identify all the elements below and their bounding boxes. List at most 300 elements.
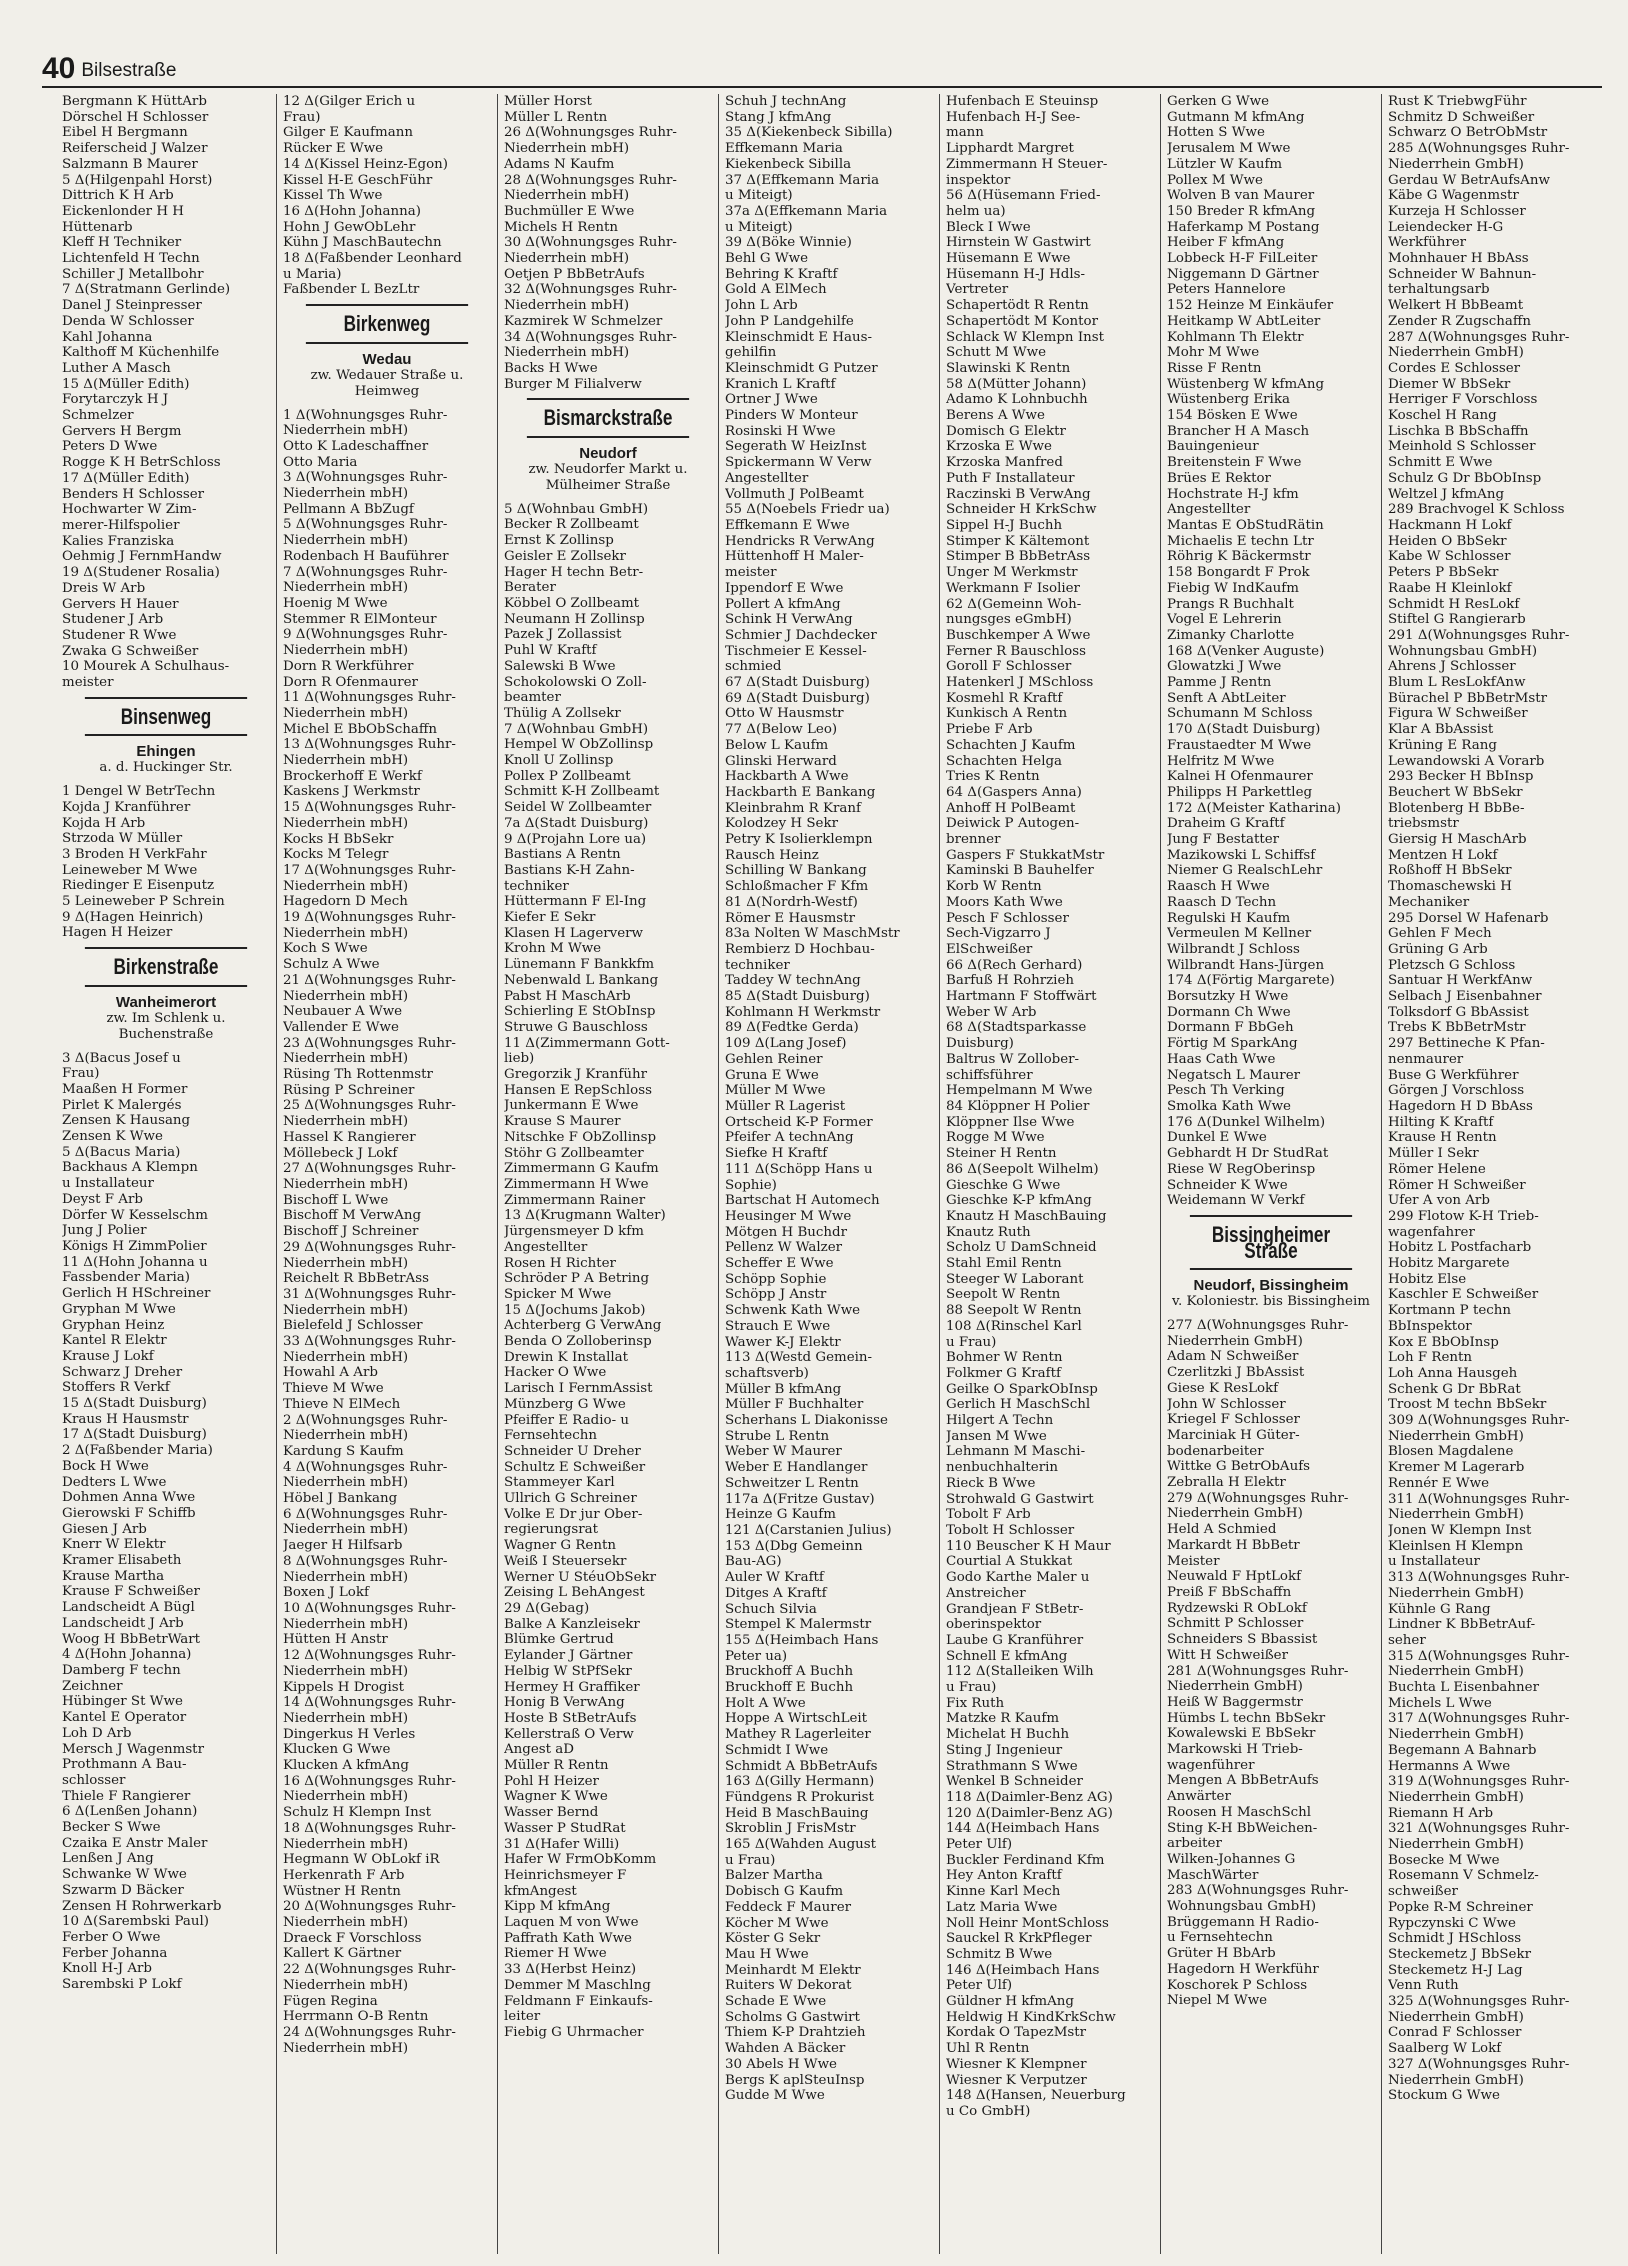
resident-entry: Schachten J Kaufm: [946, 737, 1076, 753]
resident-entry: Steeger W Laborant: [946, 1271, 1084, 1287]
resident-entry: 17 Δ(Stadt Duisburg): [62, 1427, 207, 1443]
resident-entry: 5 Leineweber P Schrein: [62, 894, 225, 910]
resident-entry: Pollert A kfmAng: [725, 596, 841, 612]
resident-entry: Kohlmann Th Elektr: [1167, 329, 1304, 345]
resident-entry: Tolksdorf G BbAssist: [1388, 1004, 1529, 1020]
resident-entry: helm ua): [946, 203, 1006, 219]
resident-entry: Pirlet K Malergés: [62, 1097, 182, 1113]
resident-entry: 311 Δ(Wohnungsges Ruhr-: [1388, 1491, 1570, 1507]
resident-entry: Schmidt J HSchloss: [1388, 1931, 1522, 1947]
resident-entry: Saalberg W Lokf: [1388, 2041, 1502, 2057]
resident-entry: Krzoska Manfred: [946, 455, 1063, 471]
resident-entry: Kocks M Telegr: [283, 847, 389, 863]
resident-entry: Niederrhein mbH): [283, 753, 409, 769]
resident-entry: Hagedorn D Mech: [283, 894, 408, 910]
resident-entry: Honig B VerwAng: [504, 1695, 625, 1711]
resident-entry: Held A Schmied: [1167, 1522, 1277, 1538]
resident-entry: Niederrhein mbH): [504, 251, 630, 267]
resident-entry: Krohn M Wwe: [504, 941, 602, 957]
resident-entry: Stoffers R Verkf: [62, 1380, 170, 1396]
directory-columns: [42, 94, 1602, 2254]
resident-entry: Münzberg G Wwe: [504, 1396, 626, 1412]
resident-entry: Oetjen P BbBetrAufs: [504, 266, 645, 282]
resident-entry: Rydzewski R ObLokf: [1167, 1600, 1307, 1616]
resident-entry: Feddeck F Maurer: [725, 1899, 852, 1915]
resident-entry: 317 Δ(Wohnungsges Ruhr-: [1388, 1711, 1570, 1727]
resident-entry: Effkemann Maria: [725, 141, 843, 157]
resident-entry: 121 Δ(Carstanien Julius): [725, 1522, 892, 1538]
resident-entry: Grandjean F StBetr-: [946, 1601, 1084, 1617]
resident-entry: Kabe W Schlosser: [1388, 549, 1511, 565]
street-district: Neudorf, Bissingheim: [1193, 1277, 1349, 1295]
resident-entry: Herrmann O-B Rentn: [283, 2009, 429, 2025]
resident-entry: 23 Δ(Wohnungsges Ruhr-: [283, 1035, 456, 1051]
resident-entry: Stempel K Malermstr: [725, 1617, 872, 1633]
resident-entry: Haas Cath Wwe: [1167, 1051, 1276, 1067]
resident-entry: Giersig H MaschArb: [1388, 832, 1527, 848]
resident-entry: Ditges A Kraftf: [725, 1585, 827, 1601]
resident-entry: Landscheidt J Arb: [62, 1615, 184, 1631]
resident-entry: Gutmann M kfmAng: [1167, 109, 1305, 125]
resident-entry: Adam N Schweißer: [1167, 1349, 1299, 1365]
resident-entry: 120 Δ(Daimler-Benz AG): [946, 1805, 1113, 1821]
resident-entry: terhaltungsarb: [1388, 282, 1490, 298]
resident-entry: Sting K-H BbWeichen-: [1167, 1820, 1318, 1836]
resident-entry: 155 Δ(Heimbach Hans: [725, 1632, 879, 1648]
resident-entry: Hermanns A Wwe: [1388, 1758, 1511, 1774]
resident-entry: Korb W Rentn: [946, 879, 1042, 895]
resident-entry: seher: [1388, 1632, 1426, 1648]
resident-entry: Kippels H Drogist: [283, 1679, 405, 1695]
resident-entry: 37a Δ(Effkemann Maria: [725, 203, 888, 219]
resident-entry: 30 Δ(Wohnungsges Ruhr-: [504, 235, 677, 251]
resident-entry: Rücker E Wwe: [283, 141, 384, 157]
resident-entry: Santuar H WerkfAnw: [1388, 973, 1533, 989]
resident-entry: Niederrhein GmbH): [1388, 1727, 1524, 1743]
resident-entry: Wilbrandt J Schloss: [1167, 941, 1300, 957]
resident-entry: Drewin K Installat: [504, 1349, 629, 1365]
resident-entry: Mötgen H Buchdr: [725, 1224, 848, 1240]
resident-entry: Niederrhein mbH): [283, 423, 409, 439]
resident-entry: meister: [62, 675, 114, 691]
resident-entry: Vertreter: [946, 282, 1009, 298]
resident-entry: 34 Δ(Wohnungsges Ruhr-: [504, 329, 677, 345]
resident-entry: Dohmen Anna Wwe: [62, 1490, 196, 1506]
resident-entry: schweißer: [1388, 1884, 1458, 1900]
resident-entry: 283 Δ(Wohnungsges Ruhr-: [1167, 1883, 1349, 1899]
resident-entry: Schumann M Schloss: [1167, 706, 1313, 722]
resident-entry: 13 Δ(Wohnungsges Ruhr-: [283, 737, 456, 753]
resident-entry: 15 Δ(Jochums Jakob): [504, 1302, 646, 1318]
resident-entry: Studener J Arb: [62, 612, 164, 628]
resident-entry: Stöhr G Zollbeamter: [504, 1145, 644, 1161]
resident-entry: Stemmer R ElMonteur: [283, 611, 437, 627]
resident-entry: Puth F Installateur: [946, 470, 1075, 486]
resident-entry: Heiber F kfmAng: [1167, 235, 1285, 251]
resident-entry: Kahl Johanna: [62, 329, 153, 345]
resident-entry: Kalthoff M Küchenhilfe: [62, 345, 220, 361]
resident-entry: Schulz H Klempn Inst: [283, 1805, 431, 1821]
resident-entry: Niederrhein mbH): [283, 1475, 409, 1491]
resident-entry: Blotenberg H BbBe-: [1388, 800, 1525, 816]
resident-entry: Schmitt K-H Zollbeamt: [504, 784, 660, 800]
resident-entry: Hüttermann F El-Ing: [504, 894, 647, 910]
resident-entry: John P Landgehilfe: [725, 313, 854, 329]
resident-entry: Brancher H A Masch: [1167, 423, 1310, 439]
resident-entry: Weiß I Steuersekr: [504, 1553, 627, 1569]
resident-entry: Barfuß H Rohrzieh: [946, 973, 1074, 989]
resident-entry: 150 Breder R kfmAng: [1167, 203, 1316, 219]
resident-entry: Thiem K-P Drahtzieh: [725, 2025, 866, 2041]
directory-column: [939, 94, 1160, 2254]
resident-entry: 64 Δ(Gaspers Anna): [946, 784, 1082, 800]
resident-entry: Balke A Kanzleisekr: [504, 1616, 640, 1632]
resident-entry: Neubauer A Wwe: [283, 1004, 403, 1020]
resident-entry: Junkermann E Wwe: [504, 1098, 639, 1114]
resident-entry: Zensen K Hausang: [62, 1113, 191, 1129]
resident-entry: Schultz E Schweißer: [504, 1459, 646, 1475]
resident-entry: Becker S Wwe: [62, 1820, 161, 1836]
resident-entry: 168 Δ(Venker Auguste): [1167, 643, 1325, 659]
resident-entry: Dobisch G Kaufm: [725, 1884, 844, 1900]
resident-entry: 9 Δ(Wohnungsges Ruhr-: [283, 627, 448, 643]
resident-entry: Buchmüller E Wwe: [504, 203, 635, 219]
resident-entry: Figura W Schweißer: [1388, 706, 1528, 722]
resident-entry: Sophie): [725, 1177, 777, 1193]
resident-entry: Raasch D Techn: [1167, 894, 1277, 910]
resident-entry: Angestellter: [1167, 502, 1251, 518]
resident-entry: Ruiters W Dekorat: [725, 1978, 852, 1994]
resident-entry: Schnell E kfmAng: [946, 1648, 1068, 1664]
resident-entry: 319 Δ(Wohnungsges Ruhr-: [1388, 1774, 1570, 1790]
resident-entry: 3 Δ(Wohnungsges Ruhr-: [283, 470, 448, 486]
resident-entry: Troost M techn BbSekr: [1388, 1397, 1547, 1413]
resident-entry: MaschWärter: [1167, 1867, 1259, 1883]
resident-entry: Fix Ruth: [946, 1695, 1005, 1711]
resident-entry: Kleinlsen H Klempn: [1388, 1538, 1524, 1554]
resident-entry: Michel E BbObSchaffn: [283, 721, 437, 737]
resident-entry: Heinze G Kaufm: [725, 1507, 836, 1523]
resident-entry: 24 Δ(Wohnungsges Ruhr-: [283, 2024, 456, 2040]
resident-entry: Kolodzey H Sekr: [725, 816, 838, 832]
resident-entry: Leiendecker H-G: [1388, 219, 1504, 235]
resident-entry: Niederrhein mbH): [504, 298, 630, 314]
resident-entry: Jung F Bestatter: [1167, 832, 1280, 848]
resident-entry: Niederrhein mbH): [283, 1836, 409, 1852]
resident-entry: 118 Δ(Daimler-Benz AG): [946, 1789, 1113, 1805]
resident-entry: Schneider K Wwe: [1167, 1177, 1288, 1193]
resident-entry: Dormann Ch Wwe: [1167, 1004, 1291, 1020]
resident-entry: Peters P BbSekr: [1388, 565, 1499, 581]
resident-entry: Kojda H Arb: [62, 815, 146, 831]
resident-entry: Schmitt P Schlosser: [1167, 1616, 1304, 1632]
resident-entry: Philipps H Parkettleg: [1167, 784, 1313, 800]
resident-entry: Brockerhoff E Werkf: [283, 768, 422, 784]
resident-entry: bodenarbeiter: [1167, 1443, 1264, 1459]
resident-entry: Hüsemann H-J Hdls-: [946, 266, 1086, 282]
resident-entry: Kaminski B Bauhelfer: [946, 863, 1094, 879]
resident-entry: 309 Δ(Wohnungsges Ruhr-: [1388, 1413, 1570, 1429]
resident-entry: Faßbender L BezLtr: [283, 282, 420, 298]
resident-entry: Kohlmann H Werkmstr: [725, 1004, 881, 1020]
resident-entry: Hüttenarb: [62, 219, 133, 235]
resident-entry: techniker: [504, 878, 569, 894]
resident-entry: Kox E BbObInsp: [1388, 1334, 1499, 1350]
resident-entry: Kleinschmidt G Putzer: [725, 360, 878, 376]
resident-entry: 19 Δ(Studener Rosalia): [62, 565, 220, 581]
street-heading-block: [283, 304, 491, 399]
resident-entry: Niederrhein mbH): [283, 705, 409, 721]
resident-entry: Effkemann E Wwe: [725, 517, 850, 533]
resident-entry: 31 Δ(Hafer Willi): [504, 1836, 620, 1852]
resident-entry: Goroll F Schlosser: [946, 659, 1072, 675]
resident-entry: Kissel Th Wwe: [283, 188, 383, 204]
resident-entry: Kleff H Techniker: [62, 235, 182, 251]
resident-entry: Demmer M Maschlng: [504, 1977, 651, 1993]
resident-entry: Kühn J MaschBautechn: [283, 235, 442, 251]
resident-entry: Hüttenhoff H Maler-: [725, 549, 864, 565]
resident-entry: Ahrens J Schlosser: [1388, 659, 1516, 675]
resident-entry: Ferber O Wwe: [62, 1929, 161, 1945]
resident-entry: Krause J Lokf: [62, 1348, 154, 1364]
resident-entry: Roosen H MaschSchl: [1167, 1804, 1312, 1820]
resident-entry: 313 Δ(Wohnungsges Ruhr-: [1388, 1570, 1570, 1586]
resident-entry: Godo Karthe Maler u: [946, 1570, 1090, 1586]
resident-entry: Gilger E Kaufmann: [283, 125, 413, 141]
resident-entry: Berens A Wwe: [946, 408, 1045, 424]
resident-entry: Smolka Kath Wwe: [1167, 1099, 1291, 1114]
resident-entry: Hohn J GewObLehr: [283, 219, 416, 235]
resident-entry: Jürgensmeyer D kfm: [504, 1224, 644, 1240]
resident-entry: Zebralla H Elektr: [1167, 1475, 1286, 1491]
resident-entry: Lindner K BbBetrAuf-: [1388, 1617, 1536, 1633]
resident-entry: Müller L Rentn: [504, 109, 608, 125]
resident-entry: Weber E Handlanger: [725, 1460, 868, 1476]
resident-entry: Thieve M Wwe: [283, 1381, 384, 1397]
resident-entry: Stiftel G Rangierarb: [1388, 612, 1526, 628]
resident-entry: Bruckhoff E Buchh: [725, 1680, 854, 1696]
resident-entry: Vogel E Lehrerin: [1167, 612, 1282, 628]
resident-entry: Niederrhein GmbH): [1167, 1333, 1303, 1349]
resident-entry: 2 Δ(Faßbender Maria): [62, 1443, 213, 1459]
resident-entry: Seepolt W Rentn: [946, 1287, 1061, 1303]
resident-entry: 83a Nolten W MaschMstr: [725, 926, 900, 942]
resident-entry: Slawinski K Rentn: [946, 360, 1071, 376]
resident-entry: Lischka B BbSchaffn: [1388, 423, 1529, 439]
resident-entry: nungsges eGmbH): [946, 612, 1072, 628]
resident-entry: Niederrhein GmbH): [1388, 2072, 1524, 2088]
resident-entry: Domisch G Elektr: [946, 423, 1066, 439]
resident-entry: Niemer G RealschLehr: [1167, 863, 1323, 879]
resident-entry: Riedinger E Eisenputz: [62, 878, 215, 894]
resident-entry: Landscheidt A Bügl: [62, 1600, 195, 1616]
resident-entry: Prangs R Buchhalt: [1167, 596, 1294, 612]
resident-entry: u Miteigt): [725, 219, 793, 235]
resident-entry: Klar A BbAssist: [1388, 722, 1494, 738]
resident-entry: Werkführer: [1388, 235, 1467, 251]
resident-entry: 279 Δ(Wohnungsges Ruhr-: [1167, 1490, 1349, 1506]
resident-entry: 165 Δ(Wahden August: [725, 1837, 877, 1853]
resident-entry: 2 Δ(Wohnungsges Ruhr-: [283, 1412, 448, 1428]
resident-entry: Pohl H Heizer: [504, 1773, 599, 1789]
resident-entry: Hufenbach E Steuinsp: [946, 94, 1099, 109]
resident-entry: Förtig M SparkAng: [1167, 1036, 1298, 1052]
resident-entry: 25 Δ(Wohnungsges Ruhr-: [283, 1098, 456, 1114]
resident-entry: Jung J Polier: [62, 1223, 147, 1239]
resident-entry: Hempel W ObZollinsp: [504, 737, 654, 753]
resident-entry: Pabst H MaschArb: [504, 988, 631, 1004]
resident-entry: Rogge M Wwe: [946, 1130, 1045, 1146]
resident-entry: Nebenwald L Bankang: [504, 972, 659, 988]
resident-entry: 18 Δ(Faßbender Leonhard: [283, 251, 462, 267]
resident-entry: Bielefeld J Schlosser: [283, 1318, 423, 1334]
resident-entry: leiter: [504, 2009, 541, 2025]
resident-entry: nenbuchhalterin: [946, 1460, 1058, 1476]
resident-entry: Zimanky Charlotte: [1167, 627, 1295, 643]
resident-entry: Kurzeja H Schlosser: [1388, 203, 1526, 219]
resident-entry: Matzke R Kaufm: [946, 1711, 1060, 1727]
resident-entry: Kaskens J Werkmstr: [283, 784, 420, 800]
resident-entry: Kantel R Elektr: [62, 1333, 167, 1349]
resident-entry: Neumann H Zollinsp: [504, 611, 645, 627]
resident-entry: Draeck F Vorschloss: [283, 1930, 422, 1946]
resident-entry: Kremer M Lagerarb: [1388, 1460, 1525, 1476]
resident-entry: Holt A Wwe: [725, 1695, 806, 1711]
resident-entry: Becker R Zollbeamt: [504, 517, 639, 533]
resident-entry: Bock H Wwe: [62, 1458, 149, 1474]
resident-entry: Niederrhein GmbH): [1167, 1679, 1303, 1695]
resident-entry: Spickermann W Verw: [725, 455, 872, 471]
resident-entry: Schlack W Klempn Inst: [946, 329, 1104, 345]
resident-entry: Bischoff J Schreiner: [283, 1224, 419, 1240]
resident-entry: 33 Δ(Wohnungsges Ruhr-: [283, 1334, 456, 1350]
resident-entry: Begemann A Bahnarb: [1388, 1742, 1537, 1758]
resident-entry: Laube G Kranführer: [946, 1632, 1084, 1648]
street-title: Binsenweg: [85, 697, 247, 737]
resident-entry: Brüggemann H Radio-: [1167, 1914, 1319, 1930]
resident-entry: Mentzen H Lokf: [1388, 847, 1498, 863]
resident-entry: Peters D Wwe: [62, 439, 158, 455]
resident-entry: Jaeger H Hilfsarb: [283, 1538, 403, 1554]
resident-entry: Mau H Wwe: [725, 1946, 809, 1962]
resident-entry: Knoll U Zollinsp: [504, 753, 614, 769]
resident-entry: Niederrhein mbH): [283, 815, 409, 831]
resident-entry: 7 Δ(Stratmann Gerlinde): [62, 282, 231, 298]
resident-entry: Below L Kaufm: [725, 737, 829, 753]
resident-entry: Hagen H Heizer: [62, 925, 173, 941]
resident-entry: Tobolt F Arb: [946, 1507, 1031, 1523]
resident-entry: Müller M Wwe: [725, 1083, 826, 1099]
resident-entry: Kantel E Operator: [62, 1710, 187, 1726]
resident-entry: 12 Δ(Gilger Erich u: [283, 94, 416, 109]
resident-entry: Wohnungsbau GmbH): [1388, 643, 1538, 659]
resident-entry: Vallender E Wwe: [283, 1019, 399, 1035]
resident-entry: 3 Broden H VerkFahr: [62, 846, 207, 862]
resident-entry: 148 Δ(Hansen, Neuerburg: [946, 2088, 1126, 2104]
resident-entry: Niederrhein mbH): [283, 1302, 409, 1318]
resident-entry: Krzoska E Wwe: [946, 439, 1052, 455]
resident-entry: Knautz Ruth: [946, 1224, 1031, 1240]
resident-entry: Risse F Rentn: [1167, 360, 1262, 376]
resident-entry: techniker: [725, 957, 790, 973]
resident-entry: Balzer Martha: [725, 1868, 823, 1884]
resident-entry: Reiferscheid J Walzer: [62, 141, 208, 157]
resident-entry: Wasser P StudRat: [504, 1820, 626, 1836]
resident-entry: 9 Δ(Hagen Heinrich): [62, 909, 204, 925]
resident-entry: Rieck B Wwe: [946, 1475, 1036, 1491]
street-range: a. d. Huckinger Str.: [99, 760, 233, 776]
resident-entry: Zimmermann Rainer: [504, 1192, 646, 1208]
resident-entry: Gieschke G Wwe: [946, 1177, 1061, 1193]
resident-entry: Wolven B van Maurer: [1167, 188, 1315, 204]
resident-entry: Gerdau W BetrAufsAnw: [1388, 172, 1550, 188]
resident-entry: Helbig W StPfSekr: [504, 1663, 632, 1679]
resident-entry: Niederrhein mbH): [283, 1789, 409, 1805]
resident-entry: Siefke H Kraftf: [725, 1146, 828, 1162]
resident-entry: 16 Δ(Hohn Johanna): [283, 203, 421, 219]
resident-entry: Müller R Lagerist: [725, 1099, 846, 1114]
resident-entry: u Frau): [946, 1680, 997, 1696]
resident-entry: 18 Δ(Wohnungsges Ruhr-: [283, 1820, 456, 1836]
resident-entry: Backhaus A Klempn: [62, 1160, 198, 1176]
resident-entry: 277 Δ(Wohnungsges Ruhr-: [1167, 1318, 1349, 1334]
resident-entry: Klucken G Wwe: [283, 1742, 391, 1758]
resident-entry: Niederrhein mbH): [504, 141, 630, 157]
resident-entry: Käbe G Wagenmstr: [1388, 188, 1519, 204]
resident-entry: 10 Δ(Wohnungsges Ruhr-: [283, 1600, 456, 1616]
resident-entry: Dunkel E Wwe: [1167, 1130, 1267, 1146]
resident-entry: Rust K TriebwgFühr: [1388, 94, 1527, 109]
resident-entry: schaftsverb): [725, 1365, 809, 1381]
resident-entry: Hilgert A Techn: [946, 1413, 1054, 1429]
resident-entry: 113 Δ(Westd Gemein-: [725, 1350, 873, 1366]
resident-entry: Adams N Kaufm: [504, 156, 615, 172]
resident-entry: Kleinbrahm R Kranf: [725, 800, 861, 816]
resident-entry: Niggemann D Gärtner: [1167, 266, 1319, 282]
resident-entry: beamter: [504, 690, 561, 706]
resident-entry: 5 Δ(Hilgenpahl Horst): [62, 172, 213, 188]
resident-entry: Otto W Hausmstr: [725, 706, 844, 722]
resident-entry: Vollmuth J PolBeamt: [725, 486, 864, 502]
resident-entry: Dörschel H Schlosser: [62, 109, 209, 125]
resident-entry: 29 Δ(Wohnungsges Ruhr-: [283, 1239, 456, 1255]
street-heading-block: [504, 398, 712, 493]
resident-entry: Güldner H kfmAng: [946, 1994, 1074, 2010]
resident-entry: Hacker O Wwe: [504, 1365, 607, 1381]
resident-entry: Heiß W Baggermstr: [1167, 1694, 1303, 1710]
resident-entry: Schutt M Wwe: [946, 345, 1047, 361]
resident-entry: Bauingenieur: [1167, 439, 1259, 455]
resident-entry: Pesch Th Verking: [1167, 1083, 1285, 1099]
resident-entry: Jerusalem M Wwe: [1167, 141, 1291, 157]
resident-entry: Niederrhein GmbH): [1388, 1507, 1524, 1523]
resident-entry: Krause H Rentn: [1388, 1130, 1497, 1146]
resident-entry: Dreis W Arb: [62, 580, 146, 596]
resident-entry: Niederrhein GmbH): [1388, 1585, 1524, 1601]
resident-entry: Hirnstein W Gastwirt: [946, 235, 1091, 251]
resident-entry: Prothmann A Bau-: [62, 1757, 187, 1773]
resident-entry: 4 Δ(Hohn Johanna): [62, 1647, 192, 1663]
resident-entry: 291 Δ(Wohnungsges Ruhr-: [1388, 627, 1570, 643]
resident-entry: Taddey W technAng: [725, 973, 861, 989]
resident-entry: Eickenlonder H H: [62, 203, 184, 219]
resident-entry: Giese K ResLokf: [1167, 1380, 1279, 1396]
resident-entry: Pinders W Monteur: [725, 408, 858, 424]
resident-entry: Unger M Werkmstr: [946, 565, 1078, 581]
resident-entry: Wawer K-J Elektr: [725, 1334, 841, 1350]
resident-entry: Lewandowski A Vorarb: [1388, 753, 1545, 769]
resident-entry: Stahl Emil Rentn: [946, 1256, 1062, 1272]
